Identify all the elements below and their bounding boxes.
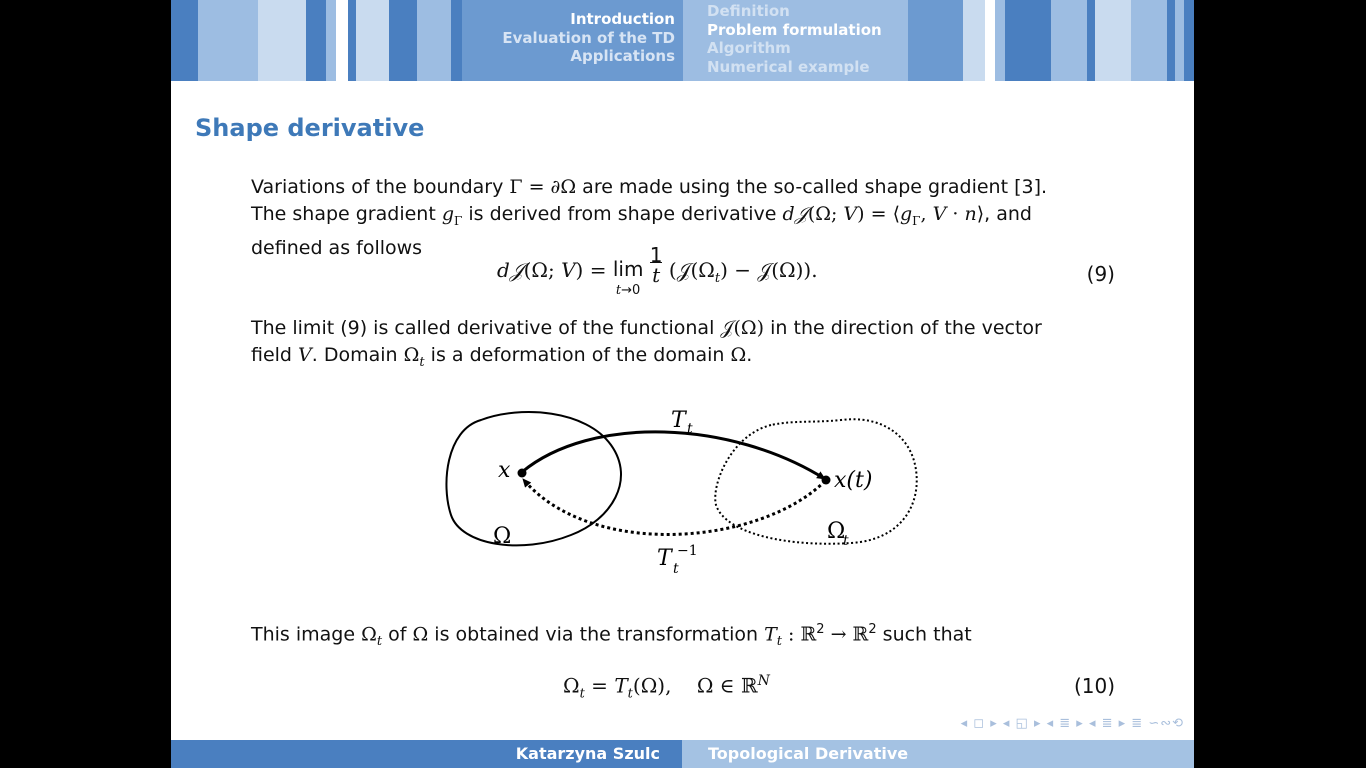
text-line-2: The shape gradient $g_\Gamma$ is derived from shape derivative d𝒥(Ω; $V) = ⟨g_\Gamma$, V · n⟩, and (251, 203, 1032, 228)
footer (171, 740, 1194, 768)
label-omega: Ω (493, 524, 512, 549)
label-x: x (498, 458, 511, 483)
nav-section-introduction[interactable]: Introduction (570, 10, 675, 28)
nav-subsection-definition[interactable]: Definition (707, 2, 790, 20)
label-omegat: Ω (827, 519, 846, 544)
point-x (518, 469, 527, 478)
beamer-navigation-symbols[interactable]: ◂ ◻ ▸ ◂ ◱ ▸ ◂ ≣ ▸ ◂ ≣ ▸ ≣ ∽∾⟲ (960, 716, 1184, 731)
nav-subsection-algorithm[interactable]: Algorithm (707, 39, 791, 57)
text-line-5: field V. Domain $\Omega_t$ is a deformation of the domain Ω. (251, 344, 753, 370)
label-tinverse-sub: t (673, 561, 679, 577)
intro-paragraph (251, 174, 1116, 262)
footer-author-panel (171, 740, 682, 768)
transform-arrow-tinverse (523, 479, 825, 534)
transform-arrow-tt (522, 432, 825, 479)
footer-title-panel (682, 740, 1194, 768)
label-tt-sub: t (687, 421, 693, 437)
label-tinverse: T (657, 546, 672, 571)
label-tt: T (671, 408, 686, 433)
label-omegat-sub: t (843, 533, 849, 549)
nav-section-evaluation[interactable]: Evaluation of the TD (502, 28, 675, 47)
text-line-3: defined as follows (251, 236, 423, 259)
label-xt: x(t) (834, 468, 873, 493)
label-tinverse-sup: −1 (677, 543, 698, 559)
text-line-1: Variations of the boundary Γ = ∂Ω are made using the so-called shape gradient [3]. (251, 176, 1048, 198)
frame-title: Shape derivative (195, 114, 425, 142)
image-paragraph: This image $\Omega_t$ of Ω is obtained via the transformation $T_t$ : ℝ$^2$ → ℝ$^2$ such that (251, 622, 972, 650)
footer-author: Katarzyna Szulc (515, 744, 660, 763)
point-xt (822, 476, 831, 485)
nav-subsections (683, 0, 908, 81)
equation-9-number: (9) (1086, 262, 1115, 286)
domain-omega-boundary (446, 412, 621, 545)
footer-title: Topological Derivative (708, 744, 909, 763)
text-line-4: The limit (9) is called derivative of the functional 𝒥(Ω) in the direction of the vector (251, 317, 1042, 339)
slide (171, 0, 1194, 768)
nav-section-applications[interactable]: Applications (570, 47, 675, 65)
equation-10: $\Omega_t = T_t(\Omega)$, Ω ∈ ℝ$^N$ (563, 673, 770, 702)
nav-subsection-numerical-example[interactable]: Numerical example (707, 57, 870, 76)
shape-transformation-figure (441, 395, 931, 590)
equation-9: d𝒥(Ω; V) = lim $t\to 0 \frac{1}{t}$ ($𝒥(\Omega_t)$ − 𝒥(Ω)). (497, 242, 818, 298)
nav-subsection-problem-formulation[interactable]: Problem formulation (707, 20, 882, 39)
nav-sections (462, 0, 683, 81)
limit-paragraph (251, 315, 1116, 376)
equation-10-number: (10) (1073, 674, 1115, 698)
